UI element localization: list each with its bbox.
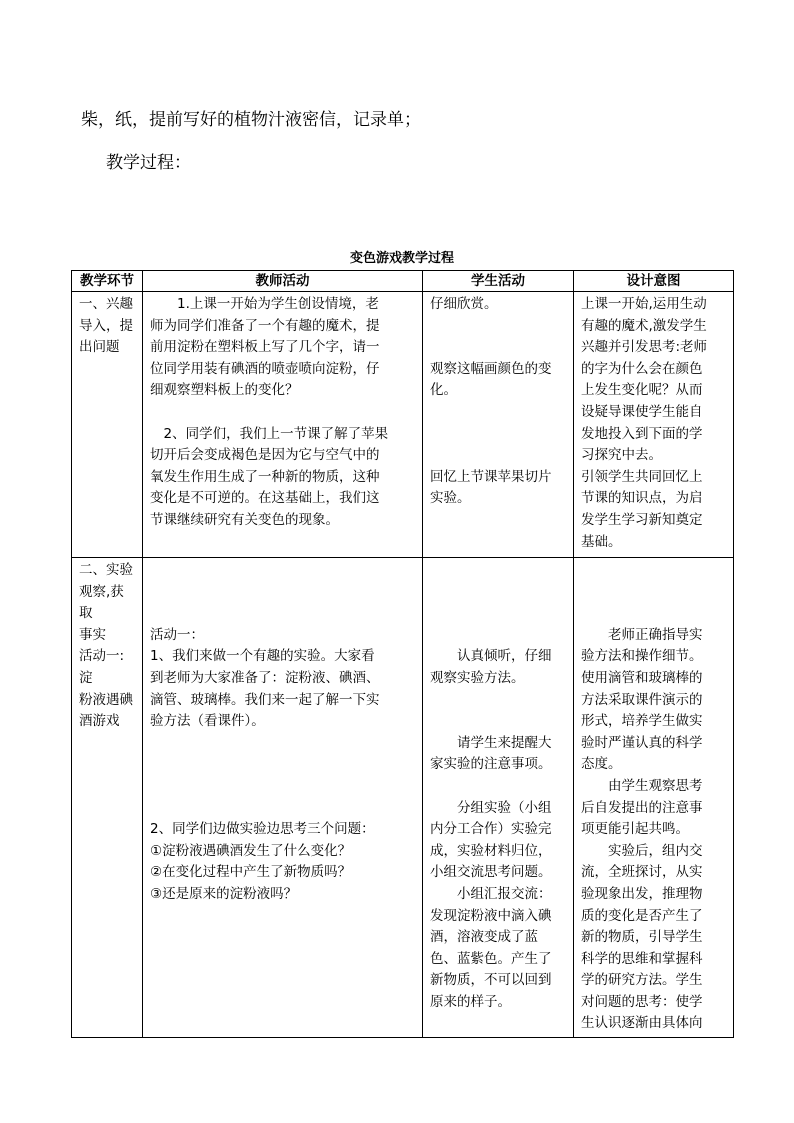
cell-line: 观察这幅画颜色的变 [430,360,552,377]
header-stage: 教学环节 [72,271,143,292]
cell-line: 变化是不可逆的。在这基础上，我们这 [150,490,380,507]
cell-line: ②在变化过程中产生了新物质吗？ [150,864,352,881]
cell-line [150,402,417,424]
cell-line [150,798,417,820]
cell-line: 活动一:淀 [79,648,125,686]
cell-line [150,733,417,755]
cell-line: 分组实验（小组 [457,799,552,816]
teacher-cell [143,292,423,558]
cell-line: 基础。 [581,533,622,550]
cell-line: 验时严谨认真的科学 [581,734,703,751]
cell-line: 对问题的思考：使学 [581,993,703,1010]
cell-line: 出问题 [79,339,120,356]
cell-line [430,690,568,712]
cell-line: 到老师为大家准备了：淀粉液、碘酒、 [150,669,380,686]
cell-line [150,776,417,798]
cell-line: 化。 [430,382,457,399]
cell-line: 认真倾听，仔细 [457,648,552,665]
cell-line [430,445,568,467]
cell-line [430,316,568,338]
cell-line: 新物质，不可以回到 [430,972,552,989]
cell-line: 学的研究方法。学生 [581,972,703,989]
cell-line: 设疑导课使学生能自 [581,403,703,420]
design-cell [574,558,734,1038]
cell-line: ①淀粉液遇碘酒发生了什么变化？ [150,842,352,859]
cell-line: 酒游戏 [79,713,120,730]
cell-line [430,424,568,446]
cell-line [430,560,568,582]
materials-line: 柴，纸，提前写好的植物汁液密信，记录单； [81,110,421,130]
cell-line: 节课的知识点，为启 [581,490,703,507]
cell-line: 的字为什么会在颜色 [581,360,703,377]
cell-line: 观察实验方法。 [430,669,525,686]
cell-line: 质的变化是否产生了 [581,907,703,924]
cell-line: 前用淀粉在塑料板上写了几个字，请一 [150,339,380,356]
cell-line: 内分工合作）实验完 [430,821,552,838]
cell-line: 二、实验 [79,562,133,578]
cell-line: 习探究中去。 [581,447,662,464]
cell-line: 新的物质，引导学生 [581,929,703,946]
cell-line [430,776,568,798]
cell-line: 位同学用装有碘酒的喷壶喷向淀粉，仔 [150,360,380,377]
header-student: 学生活动 [423,271,574,292]
cell-line: 2、同学们边做实验边思考三个问题： [150,821,375,838]
cell-line: 有趣的魔术,激发学生 [581,317,707,334]
cell-line: 细观察塑料板上的变化？ [150,382,299,399]
cell-line: 实验后，组内交 [608,842,703,859]
cell-line: 节课继续研究有关变色的现象。 [150,511,339,528]
cell-line: 流，全班探讨，从实 [581,864,703,881]
cell-line [430,337,568,359]
cell-line [581,603,728,625]
cell-line: 后自发提出的注意事 [581,799,703,816]
cell-line: 回忆上节课苹果切片 [430,468,552,485]
cell-line [430,625,568,647]
cell-line: 老师正确指导实 [608,626,703,643]
cell-line: 兴趣并引发思考:老师 [581,339,708,356]
cell-line [150,560,417,582]
design-cell [574,292,734,558]
cell-line: 成，实验材料归位， [430,842,552,859]
cell-line: 师为同学们准备了一个有趣的魔术，提 [150,317,380,334]
cell-line: 方法采取课件演示的 [581,691,703,708]
cell-line: 发地投入到下面的学 [581,425,703,442]
header-teacher: 教师活动 [143,271,423,292]
student-cell [423,292,574,558]
cell-line: 发现淀粉液中滴入碘 [430,907,552,924]
cell-line: 1.上课一开始为学生创设情境，老 [177,296,379,312]
header-design: 设计意图 [574,271,734,292]
cell-line: 仔细欣赏。 [430,296,498,312]
table-title: 变色游戏教学过程 [349,251,454,266]
cell-line: 观察,获取 [79,583,124,622]
cell-line: 活动一： [150,626,204,643]
cell-line: 发学生学习新知奠定 [581,511,703,528]
process-heading: 教学过程： [106,153,191,173]
cell-line [150,582,417,604]
cell-line: 上发生变化呢？从而 [581,382,703,399]
cell-line: 实验。 [430,490,471,507]
cell-line: 验现象出发，推理物 [581,885,703,902]
cell-line [150,603,417,625]
cell-line [581,582,728,604]
table-row [72,558,734,1038]
cell-line: 小组汇报交流： [457,885,552,902]
stage-cell [72,292,143,558]
lesson-table [71,270,734,1038]
cell-line: 验方法和操作细节。 [581,648,703,665]
cell-line: 氧发生作用生成了一种新的物质，这种 [150,468,380,485]
student-cell [423,558,574,1038]
cell-line: 导入，提 [79,317,133,334]
table-header-row [72,271,734,292]
cell-line: 科学的思维和掌握科 [581,950,703,967]
cell-line: 引领学生共同回忆上 [581,468,703,485]
cell-line: 事实 [79,626,106,643]
cell-line: ③还是原来的淀粉液吗？ [150,885,298,902]
cell-line [430,603,568,625]
cell-line: 形式，培养学生做实 [581,713,703,730]
cell-line: 一、兴趣 [79,296,133,312]
cell-line [150,754,417,776]
cell-line: 2、同学们，我们上一节课了解了苹果 [163,425,389,442]
cell-line: 粉液遇碘 [79,691,133,708]
stage-cell [72,558,143,1038]
cell-line: 上课一开始,运用生动 [581,296,707,312]
cell-line [430,402,568,424]
cell-line [430,582,568,604]
cell-line: 态度。 [581,756,622,773]
cell-line: 滴管、玻璃棒。我们来一起了解一下实 [150,691,380,708]
cell-line: 由学生观察思考 [608,777,703,794]
cell-line [581,560,728,582]
cell-line: 验方法（看课件）。 [150,713,265,730]
cell-line: 家实验的注意事项。 [430,756,552,773]
cell-line: 使用滴管和玻璃棒的 [581,669,703,686]
cell-line: 色、蓝紫色。产生了 [430,950,552,967]
cell-line: 酒，溶液变成了蓝 [430,929,538,946]
teacher-cell [143,558,423,1038]
cell-line: 生认识逐渐由具体向 [581,1015,703,1032]
cell-line: 小组交流思考问题。 [430,864,552,881]
cell-line [430,711,568,733]
cell-line: 原来的样子。 [430,993,511,1010]
table-row [72,292,734,558]
cell-line: 1、我们来做一个有趣的实验。大家看 [150,648,375,665]
cell-line: 项更能引起共鸣。 [581,821,689,838]
cell-line: 请学生来提醒大 [457,734,552,751]
cell-line: 切开后会变成褐色是因为它与空气中的 [150,447,380,464]
